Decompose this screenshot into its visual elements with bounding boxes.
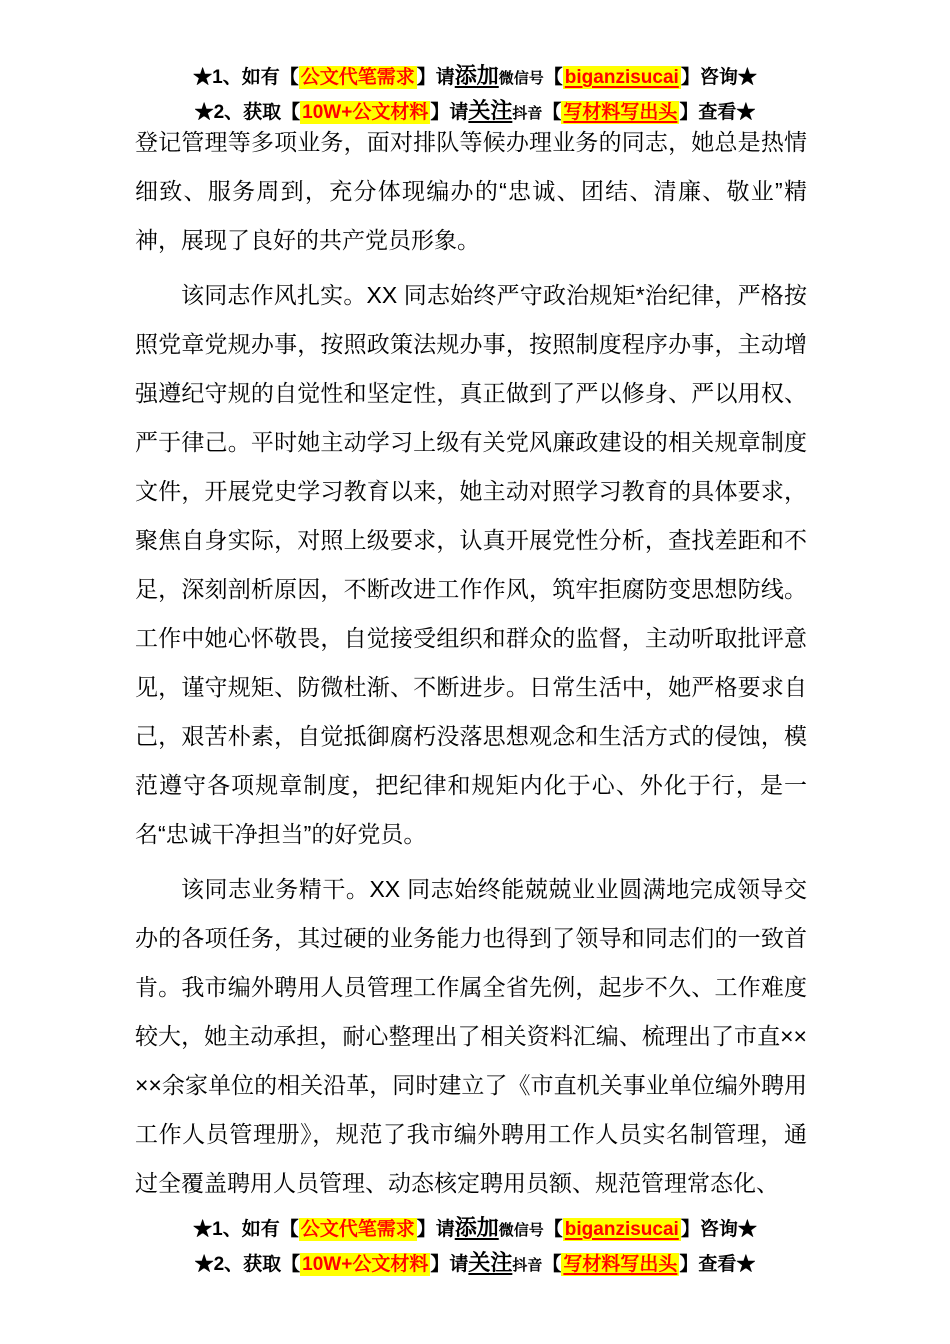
promo-text: 】咨询★ [680,67,757,88]
promo-text: 】请 [430,102,469,123]
promo-text: ★2、获取【 [194,1254,301,1275]
promo-text: ★1、如有【 [193,1219,299,1240]
document-body [135,118,807,1214]
promo-footer [0,1212,950,1282]
underlined-keyword: 添加 [454,1215,499,1240]
promo-text: 微信号 [498,70,544,87]
promo-footer-line-1 [0,1212,950,1247]
promo-text: ★2、获取【 [194,102,301,123]
promo-text: 【 [543,67,563,88]
promo-text: ★1、如有【 [193,67,299,88]
promo-text: 【 [542,102,562,123]
underlined-keyword: 添加 [454,63,499,88]
highlighted-keyword: 写材料写出头 [563,1254,678,1275]
paragraph: 该同志作风扎实。XX 同志始终严守政治规矩*治纪律，严格按照党章党规办事，按照政策法规办事，按照制度程序办事，主动增强遵纪守规的自觉性和坚定性，真正做到了严以修身、严以用权、严于律己。平时她主动学习上级有关党风廉政建设的相关规章制度文件，开展党史学习教育以来，她主动对照学习教育的具体要求，聚焦自身实际，对照上级要求，认真开展党性分析，查找差距和不足，深刻剖析原因，不断改进工作作风，筑牢拒腐防变思想防线。工作中她心怀敬畏，自觉接受组织和群众的监督，主动听取批评意见，谨守规矩、防微杜渐、不断进步。日常生活中，她严格要求自己，艰苦朴素，自觉抵御腐朽没落思想观念和生活方式的侵蚀，模范遵守各项规章制度，把纪律和规矩内化于心、外化于行，是一名“忠诚干净担当”的好党员。 [135,282,807,847]
underlined-keyword: 关注 [468,1250,513,1275]
promo-footer-line-2 [0,1247,950,1282]
highlighted-keyword: 10W+公文材料 [302,1254,429,1275]
promo-text: 抖音 [512,105,543,122]
paragraph: 该同志业务精干。XX 同志始终能兢兢业业圆满地完成领导交办的各项任务，其过硬的业务能力也得到了领导和同志们的一致首肯。我市编外聘用人员管理工作属全省先例，起步不久、工作难度较大，她主动承担，耐心整理出了相关资料汇编、梳理出了市直××××余家单位的相关沿革，同时建立了《市直机关事业单位编外聘用工作人员管理册》，规范了我市编外聘用工作人员实名制管理，通过全覆盖聘用人员管理、动态核定聘用员额、规范管理常态化、 [135,876,807,1196]
underlined-keyword: 关注 [468,98,513,123]
promo-text: 】请 [416,1219,455,1240]
highlighted-keyword: 10W+公文材料 [302,102,429,123]
highlighted-keyword: 公文代笔需求 [300,67,415,88]
promo-header-line-1 [0,60,950,95]
promo-text: 】查看★ [679,1254,756,1275]
promo-text: 微信号 [498,1222,544,1239]
promo-text: 】咨询★ [680,1219,757,1240]
highlighted-keyword: 公文代笔需求 [300,1219,415,1240]
highlighted-keyword: 写材料写出头 [563,102,678,123]
promo-text: 【 [543,1219,563,1240]
promo-text: 】请 [416,67,455,88]
promo-text: 】查看★ [679,102,756,123]
promo-text: 抖音 [512,1257,543,1274]
promo-text: 】请 [430,1254,469,1275]
paragraph: 登记管理等多项业务，面对排队等候办理业务的同志，她总是热情细致、服务周到，充分体现编办的“忠诚、团结、清廉、敬业”精神，展现了良好的共产党员形象。 [135,129,807,253]
promo-text: 【 [542,1254,562,1275]
highlighted-keyword: biganzisucai [564,1219,679,1240]
highlighted-keyword: biganzisucai [564,67,679,88]
